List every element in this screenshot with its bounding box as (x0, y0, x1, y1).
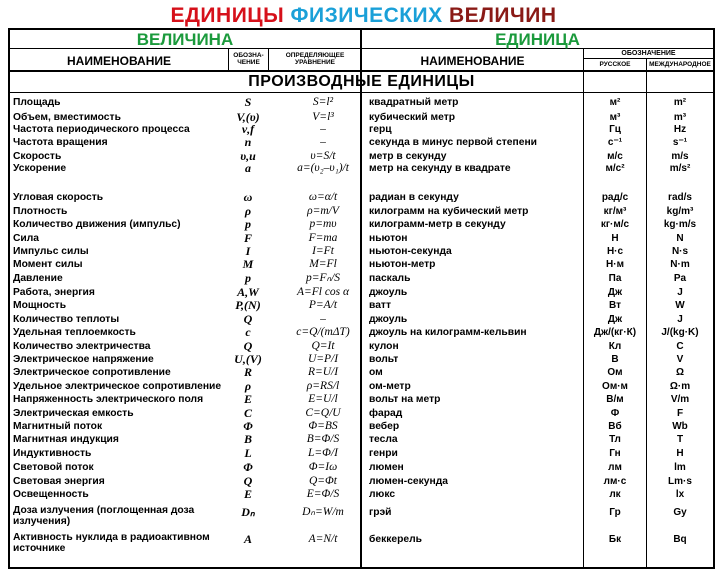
quantity-name: Активность нуклида в радиоактивном источнике (13, 532, 210, 554)
unit-name: люкс (369, 489, 396, 500)
quantity-symbol: I (245, 244, 251, 258)
unit-name: метр на секунду в квадрате (369, 163, 511, 174)
unit-international-designation: Gy (673, 507, 687, 518)
unit-name: люмен (369, 462, 404, 473)
unit-name: килограмм-метр в секунду (369, 219, 506, 230)
unit-name: вольт (369, 354, 399, 365)
unit-name: ньютон-секунда (369, 246, 452, 257)
defining-equation: Q=Φt (308, 475, 337, 487)
unit-international-designation: m³ (673, 112, 687, 123)
defining-equation: E=U/l (308, 393, 338, 405)
unit-russian-designation: Гц (609, 124, 621, 135)
unit-international-designation: kg/m³ (666, 206, 694, 217)
defining-equation: C=Q/U (305, 407, 341, 419)
unit-russian-designation: Н·с (606, 246, 624, 257)
defining-equation: L=Φ/I (308, 447, 338, 459)
unit-name: джоуль на килограмм-кельвин (369, 327, 527, 338)
unit-international-designation: s⁻¹ (672, 137, 688, 148)
unit-russian-designation: м² (609, 97, 621, 108)
quantity-name: Давление (13, 273, 63, 284)
defining-equation: a=(υ₂–υ₁)/t (297, 162, 349, 174)
quantity-symbol: F (243, 231, 252, 245)
quantity-symbol: Q (243, 474, 253, 488)
equation-column-header: ОПРЕДЕЛЯЮЩЕЕ УРАВНЕНИЕ (285, 52, 345, 66)
quantity-name: Сила (13, 233, 40, 244)
quantity-symbol: P,(N) (235, 298, 261, 312)
quantity-symbol: υ,u (240, 149, 256, 163)
unit-international-designation: N (676, 233, 684, 244)
unit-russian-designation: Гн (609, 448, 621, 459)
quantity-symbol: U,(V) (234, 352, 262, 366)
quantity-name: Количество движения (импульс) (13, 219, 181, 230)
quantity-symbol: R (243, 365, 252, 379)
quantity-name: Доза излучения (поглощенная доза излучения) (13, 505, 195, 527)
unit-russian-designation: с⁻¹ (607, 137, 623, 148)
quantity-name: Магнитная индукция (13, 434, 119, 445)
quantity-symbol: p (245, 217, 251, 231)
defining-equation: P=A/t (308, 299, 338, 311)
quantity-symbol: V,(υ) (236, 110, 260, 124)
quantity-symbol: E (243, 487, 252, 501)
unit-russian-designation: Дж (607, 287, 623, 298)
designation-column-header: ОБОЗНАЧЕНИЕ (621, 50, 676, 57)
unit-russian-designation: рад/с (601, 192, 629, 203)
unit-russian-designation: Гр (609, 507, 621, 518)
defining-equation: A=N/t (308, 533, 338, 545)
quantity-symbol: Dₙ (241, 505, 255, 519)
defining-equation: A=Fl cos α (296, 286, 350, 298)
divider (583, 49, 584, 567)
unit-russian-designation: Па (608, 273, 622, 284)
quantity-name: Напряженность электрического поля (13, 394, 204, 405)
unit-name: кулон (369, 341, 399, 352)
unit-russian-designation: Вт (609, 300, 621, 311)
unit-russian-designation: Дж (607, 314, 623, 325)
unit-name: фарад (369, 408, 403, 419)
unit-international-designation: Ω (675, 367, 685, 378)
defining-equation: F=ma (308, 232, 338, 244)
defining-equation: Dₙ=W/m (302, 506, 344, 518)
unit-russian-designation: лм (608, 462, 622, 473)
quantity-name: Площадь (13, 97, 61, 108)
defining-equation: c=Q/(mΔT) (296, 326, 350, 338)
unit-name: кубический метр (369, 112, 456, 123)
unit-international-designation: W (675, 300, 685, 311)
unit-international-designation: C (676, 341, 684, 352)
quantity-symbol: M (242, 257, 254, 271)
unit-name: джоуль (369, 314, 408, 325)
unit-russian-designation: Ом·м (602, 381, 628, 392)
divider (268, 49, 269, 72)
defining-equation: Φ=BS (308, 420, 338, 432)
derived-units-title: ПРОИЗВОДНЫЕ ЕДИНИЦЫ (248, 73, 475, 90)
name-column-header: НАИМЕНОВАНИЕ (67, 54, 171, 68)
unit-name: тесла (369, 434, 398, 445)
quantity-symbol: a (245, 161, 251, 175)
quantity-symbol: A,W (237, 285, 259, 299)
unit-russian-designation: Вб (608, 421, 622, 432)
defining-equation: S=l² (312, 96, 334, 108)
unit-international-designation: Pa (673, 273, 687, 284)
defining-equation: – (320, 123, 326, 135)
defining-equation: p=Fₙ/S (305, 272, 341, 284)
unit-name: люмен-секунда (369, 476, 449, 487)
divider (646, 58, 647, 567)
defining-equation: ρ=m/V (307, 205, 339, 217)
quantity-name: Частота периодического процесса (13, 124, 190, 135)
unit-russian-designation: Кл (608, 341, 622, 352)
defining-equation: Q=It (311, 340, 335, 352)
symbol-column-header: ОБОЗНА-ЧЕНИЕ (233, 52, 264, 66)
defining-equation: U=P/I (307, 353, 339, 365)
unit-russian-designation: Ф (610, 408, 620, 419)
quantity-symbol: Φ (243, 460, 253, 474)
unit-russian-designation: Н (611, 233, 619, 244)
unit-international-designation: N·m (670, 259, 690, 270)
quantity-name: Магнитный поток (13, 421, 103, 432)
quantity-section-header: ВЕЛИЧИНА (136, 30, 234, 49)
quantity-name: Работа, энергия (13, 287, 95, 298)
defining-equation: V=l³ (312, 111, 334, 123)
unit-name: ватт (369, 300, 392, 311)
title-part-1: ЕДИНИЦЫ (170, 4, 285, 27)
unit-international-designation: T (676, 434, 684, 445)
unit-russian-designation: Н·м (606, 259, 624, 270)
quantity-symbol: C (243, 406, 252, 420)
unit-name: метр в секунду (369, 151, 447, 162)
unit-russian-designation: лм·с (603, 476, 627, 487)
unit-russian-designation: м/с (607, 151, 623, 162)
quantity-symbol: S (244, 95, 252, 109)
unit-international-designation: rad/s (668, 192, 692, 203)
quantity-symbol: L (244, 446, 252, 460)
defining-equation: υ=S/t (310, 150, 336, 162)
quantity-name: Удельная теплоемкость (13, 327, 136, 338)
quantity-symbol: ω (243, 190, 253, 204)
unit-name: вольт на метр (369, 394, 441, 405)
unit-name: вебер (369, 421, 400, 432)
unit-name: ньютон (369, 233, 408, 244)
defining-equation: B=Φ/S (306, 433, 340, 445)
quantity-name: Ускорение (13, 163, 67, 174)
unit-international-designation: Ω·m (669, 381, 691, 392)
unit-russian-designation: кг·м/с (600, 219, 630, 230)
defining-equation: – (320, 313, 326, 325)
unit-international-designation: J (677, 314, 683, 325)
unit-international-designation: kg·m/s (663, 219, 697, 230)
defining-equation: p=mυ (309, 218, 337, 230)
quantity-symbol: p (245, 271, 251, 285)
unit-russian-designation: кг/м³ (603, 206, 627, 217)
unit-international-designation: Wb (672, 421, 688, 432)
russian-column-header: РУССКОЕ (599, 61, 631, 68)
unit-international-designation: Bq (673, 534, 687, 545)
title-part-2: ФИЗИЧЕСКИХ (290, 4, 443, 27)
quantity-name: Момент силы (13, 259, 83, 270)
unit-russian-designation: Дж/(кг·К) (593, 327, 637, 338)
unit-name: джоуль (369, 287, 408, 298)
quantity-name: Скорость (13, 151, 62, 162)
divider (583, 58, 713, 59)
unit-russian-designation: м/с² (605, 163, 625, 174)
unit-international-designation: N·s (671, 246, 689, 257)
unit-name: ом-метр (369, 381, 411, 392)
unit-international-designation: V/m (670, 394, 690, 405)
defining-equation: R=U/I (307, 366, 339, 378)
quantity-symbol: ρ (244, 204, 252, 218)
unit-international-designation: m/s² (669, 163, 691, 174)
defining-equation: – (320, 136, 326, 148)
unit-name: паскаль (369, 273, 411, 284)
unit-international-designation: F (676, 408, 684, 419)
unit-name: герц (369, 124, 392, 135)
quantity-symbol: ρ (244, 379, 252, 393)
unit-russian-designation: В (611, 354, 619, 365)
quantity-name: Мощность (13, 300, 67, 311)
quantity-symbol: B (243, 432, 252, 446)
unit-name: килограмм на кубический метр (369, 206, 529, 217)
unit-name: генри (369, 448, 398, 459)
defining-equation: M=Fl (309, 258, 337, 270)
quantity-name: Количество электричества (13, 341, 151, 352)
defining-equation: E=Φ/S (306, 488, 340, 500)
unit-russian-designation: Бк (608, 534, 622, 545)
quantity-name: Световой поток (13, 462, 94, 473)
quantity-symbol: Φ (243, 419, 253, 433)
unit-russian-designation: В/м (606, 394, 624, 405)
quantity-symbol: c (245, 325, 251, 339)
defining-equation: Φ=Iω (308, 461, 338, 473)
quantity-name: Электрическое напряжение (13, 354, 154, 365)
quantity-symbol: A (243, 532, 252, 546)
quantity-name: Световая энергия (13, 476, 105, 487)
unit-name: беккерель (369, 534, 423, 545)
unit-russian-designation: лк (609, 489, 621, 500)
unit-russian-designation: м³ (609, 112, 621, 123)
quantity-name: Частота вращения (13, 137, 108, 148)
quantity-name: Угловая скорость (13, 192, 104, 203)
quantity-symbol: Q (243, 339, 253, 353)
unit-name: грэй (369, 507, 392, 518)
unit-russian-designation: Ом (607, 367, 623, 378)
unit-russian-designation: Тл (609, 434, 621, 445)
unit-international-designation: J/(kg·K) (661, 327, 699, 338)
unit-international-designation: m² (673, 97, 687, 108)
quantity-name: Освещенность (13, 489, 89, 500)
quantity-symbol: Q (243, 312, 253, 326)
unit-name: ом (369, 367, 383, 378)
unit-name: секунда в минус первой степени (369, 137, 537, 148)
defining-equation: I=Ft (312, 245, 334, 257)
quantity-name: Импульс силы (13, 246, 89, 257)
international-column-header: МЕЖДУНАРОДНОЕ (649, 61, 711, 68)
quantity-name: Электрическая емкость (13, 408, 134, 419)
poster-title (0, 4, 727, 28)
unit-name: квадратный метр (369, 97, 459, 108)
unit-name: радиан в секунду (369, 192, 459, 203)
unit-name: ньютон-метр (369, 259, 436, 270)
unit-international-designation: lm (674, 462, 686, 473)
unit-international-designation: lx (675, 489, 685, 500)
unit-international-designation: Lm·s (668, 476, 692, 487)
unit-international-designation: m/s (671, 151, 689, 162)
quantity-name: Удельное электрическое сопротивление (13, 381, 222, 392)
unit-international-designation: Hz (673, 124, 687, 135)
quantity-symbol: n (244, 135, 252, 149)
unit-international-designation: H (676, 448, 684, 459)
quantity-symbol: E (243, 392, 252, 406)
defining-equation: ω=α/t (308, 191, 338, 203)
unit-section-header: ЕДИНИЦА (495, 30, 580, 49)
defining-equation: ρ=RS/l (306, 380, 340, 392)
unit-international-designation: J (677, 287, 683, 298)
quantity-name: Индуктивность (13, 448, 92, 459)
quantity-name: Электрическое сопротивление (13, 367, 171, 378)
quantity-name: Плотность (13, 206, 68, 217)
quantity-name: Количество теплоты (13, 314, 120, 325)
quantity-name: Объем, вместимость (13, 112, 121, 123)
unit-name-column-header: НАИМЕНОВАНИЕ (420, 54, 525, 68)
title-part-3: ВЕЛИЧИН (449, 4, 557, 27)
unit-international-designation: V (676, 354, 684, 365)
quantity-symbol: ν,f (241, 122, 255, 136)
